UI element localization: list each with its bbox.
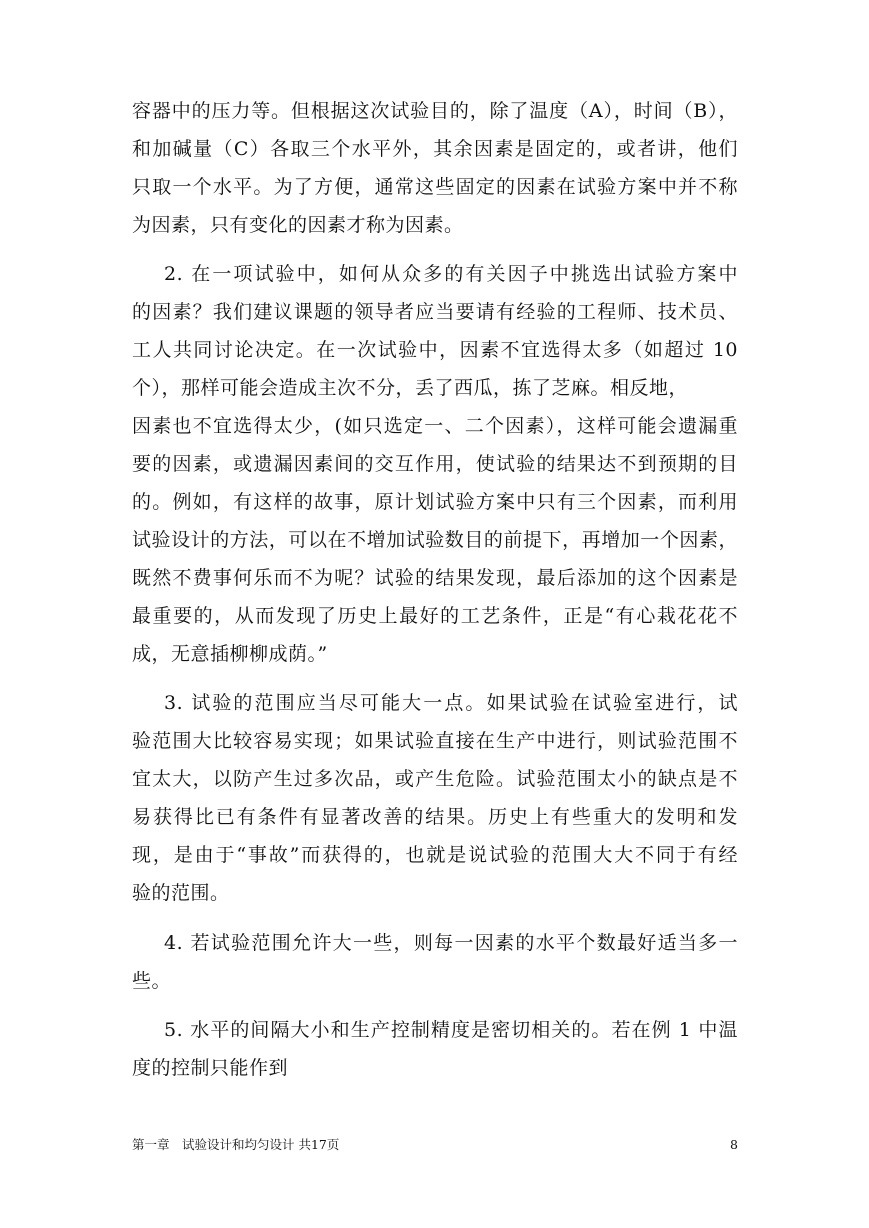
text-line-1: 容器中的压力等。但根据这次试验目的，除了温度（A），时间（B）， bbox=[132, 100, 738, 122]
paragraph-4-first-line: 4. 若试验范围允许大一些，则每一因素的水平个数最好适当多一 bbox=[164, 932, 738, 954]
text-line-15: 成，无意插柳柳成荫。” bbox=[132, 643, 328, 665]
text-line-17: 验范围大比较容易实现；如果试验直接在生产中进行，则试验范围不 bbox=[132, 730, 738, 752]
paragraph-2-first-line: 2. 在一项试验中，如何从众多的有关因子中挑选出试验方案中 bbox=[164, 263, 738, 285]
text-line-7: 工人共同讨论决定。在一次试验中，因素不宜选得太多（如超过 10 bbox=[132, 339, 738, 361]
text-line-8: 个），那样可能会造成主次不分，丢了西瓜，拣了芝麻。相反地， bbox=[132, 377, 689, 399]
text-line-3: 只取一个水平。为了方便，通常这些固定的因素在试验方案中并不称 bbox=[132, 176, 738, 198]
text-line-13: 既然不费事何乐而不为呢？试验的结果发现，最后添加的这个因素是 bbox=[132, 567, 738, 589]
text-line-11: 的。例如，有这样的故事，原计划试验方案中只有三个因素，而利用 bbox=[132, 491, 738, 513]
text-line-9: 因素也不宜选得太少，(如只选定一、二个因素），这样可能会遗漏重 bbox=[132, 415, 738, 437]
text-line-25: 度的控制只能作到 bbox=[132, 1057, 289, 1079]
page-footer bbox=[132, 1136, 738, 1154]
text-line-23: 些。 bbox=[132, 970, 172, 992]
text-line-12: 试验设计的方法，可以在不增加试验数目的前提下，再增加一个因素， bbox=[132, 529, 738, 551]
text-line-10: 要的因素，或遗漏因素间的交互作用，使试验的结果达不到预期的目 bbox=[132, 453, 738, 475]
text-line-20: 现，是由于“事故”而获得的，也就是说试验的范围大大不同于有经 bbox=[132, 844, 738, 866]
footer-chapter-title: 第一章 试验设计和均匀设计 共17页 bbox=[132, 1137, 340, 1152]
text-line-18: 宜太大，以防产生过多次品，或产生危险。试验范围太小的缺点是不 bbox=[132, 768, 738, 790]
text-line-19: 易获得比已有条件有显著改善的结果。历史上有些重大的发明和发 bbox=[132, 806, 738, 828]
text-line-14: 最重要的，从而发现了历史上最好的工艺条件，正是“有心栽花花不 bbox=[132, 605, 738, 627]
paragraph-3-first-line: 3. 试验的范围应当尽可能大一点。如果试验在试验室进行，试 bbox=[164, 692, 738, 714]
text-line-6: 的因素？我们建议课题的领导者应当要请有经验的工程师、技术员、 bbox=[132, 301, 738, 323]
text-line-2: 和加碱量（C）各取三个水平外，其余因素是固定的，或者讲，他们 bbox=[132, 138, 738, 160]
text-line-21: 验的范围。 bbox=[132, 882, 230, 904]
page-number: 8 bbox=[730, 1137, 738, 1152]
paragraph-5-first-line: 5. 水平的间隔大小和生产控制精度是密切相关的。若在例 1 中温 bbox=[164, 1019, 738, 1041]
text-line-4: 为因素，只有变化的因素才称为因素。 bbox=[132, 214, 464, 236]
